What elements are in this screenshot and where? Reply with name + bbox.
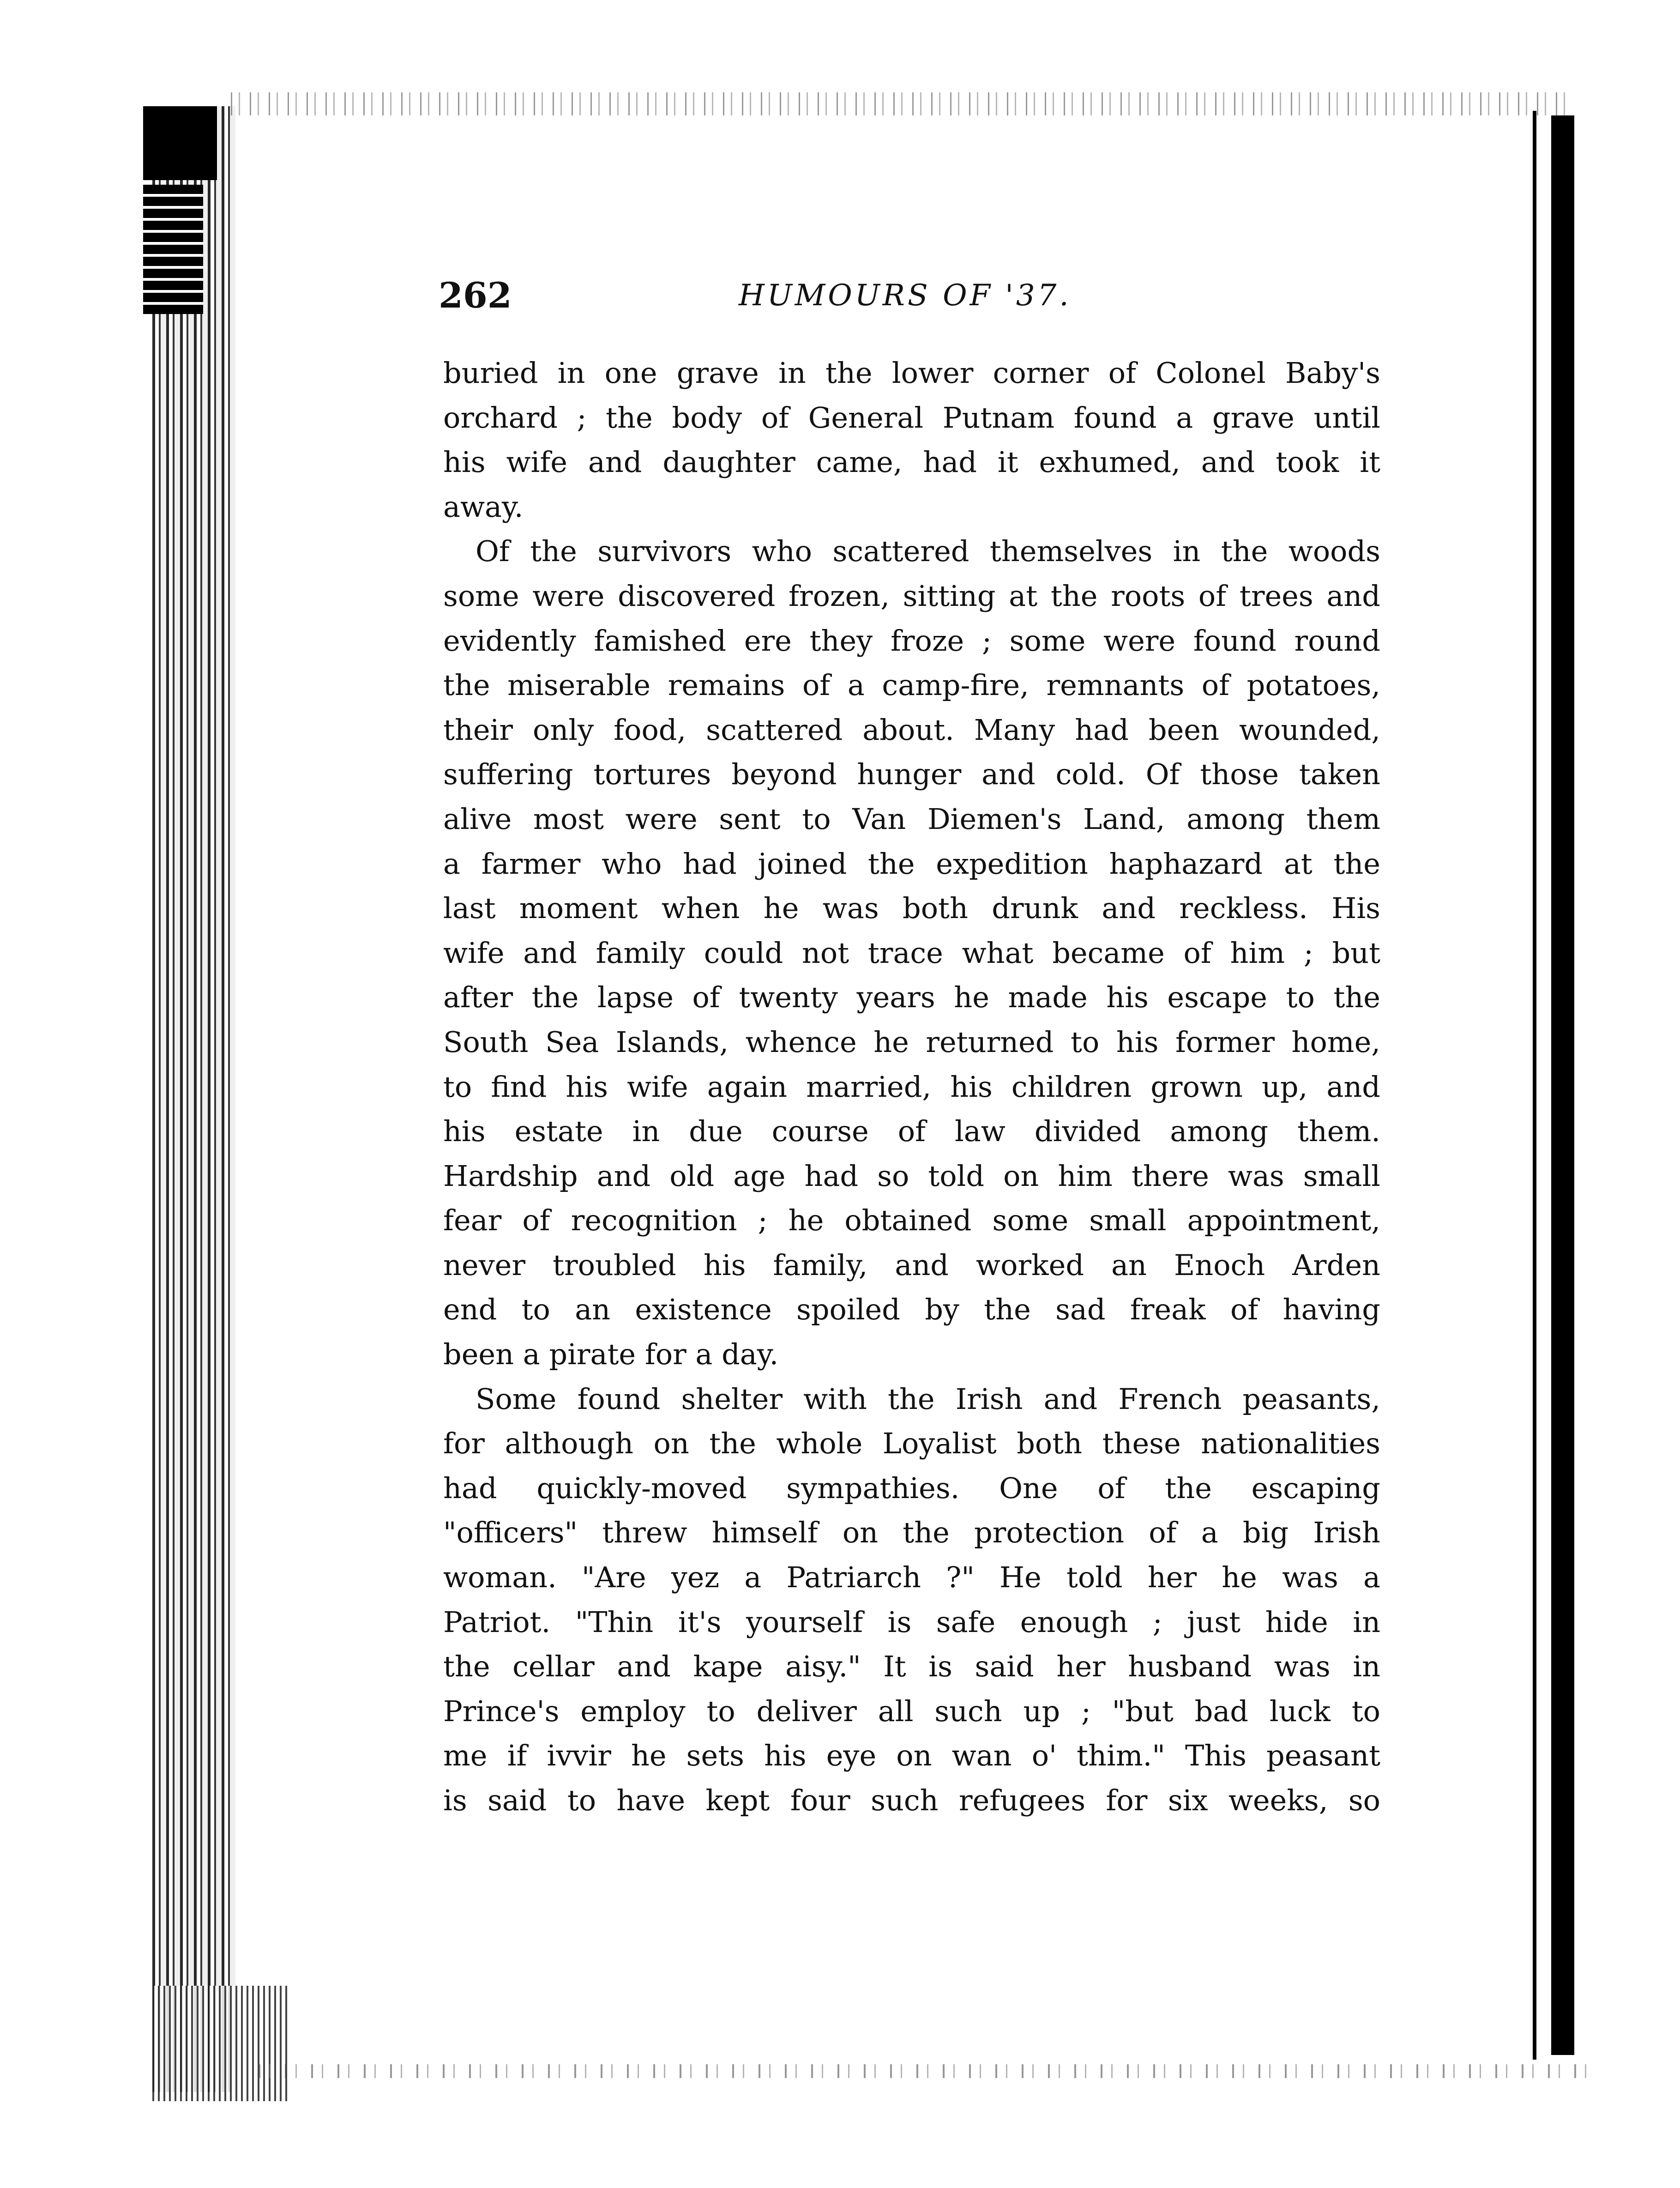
- text-line: suffering tortures beyond hunger and cold. Of those taken: [443, 757, 1380, 792]
- text-line: last moment when he was both drunk and reckless. His: [443, 891, 1380, 925]
- text-line: Patriot. "Thin it's yourself is safe enough ; just hide in: [443, 1605, 1380, 1639]
- text-line: Hardship and old age had so told on him there was small: [443, 1159, 1380, 1193]
- scan-bottom-edge: [259, 2064, 1597, 2078]
- scan-top-edge: [231, 92, 1570, 115]
- text-line: the miserable remains of a camp-fire, remnants of potatoes,: [443, 668, 1380, 702]
- text-line: their only food, scattered about. Many had been wounded,: [443, 713, 1380, 747]
- page-number: 262: [439, 275, 512, 316]
- scan-left-bottom: [152, 1986, 291, 2101]
- page-header: [439, 270, 1376, 321]
- scan-left-edge: [152, 106, 235, 2092]
- scan-right-bar: [1551, 115, 1574, 2055]
- text-line: end to an existence spoiled by the sad freak of having: [443, 1293, 1380, 1327]
- scan-left-binding: [143, 185, 203, 314]
- running-head: HUMOURS OF '37.: [739, 278, 1072, 313]
- text-line: alive most were sent to Van Diemen's Land, among them: [443, 802, 1380, 836]
- text-line: Prince's employ to deliver all such up ; "but bad luck to: [443, 1694, 1380, 1728]
- text-line: the cellar and kape aisy." It is said her husband was in: [443, 1650, 1380, 1684]
- text-line: after the lapse of twenty years he made his escape to the: [443, 980, 1380, 1015]
- text-line: orchard ; the body of General Putnam found a grave until: [443, 400, 1380, 435]
- text-line: woman. "Are yez a Patriarch ?" He told her he was a: [443, 1560, 1380, 1595]
- text-line: is said to have kept four such refugees for six weeks, so: [443, 1783, 1380, 1817]
- text-line: had quickly-moved sympathies. One of the escaping: [443, 1471, 1380, 1505]
- text-line: fear of recognition ; he obtained some small appointment,: [443, 1203, 1380, 1238]
- text-line: evidently famished ere they froze ; some were found round: [443, 623, 1380, 658]
- text-line: away.: [443, 490, 524, 524]
- text-line: been a pirate for a day.: [443, 1337, 779, 1372]
- text-line: his estate in due course of law divided among them.: [443, 1114, 1380, 1148]
- text-line: buried in one grave in the lower corner of Colonel Baby's: [443, 356, 1380, 390]
- text-line: for although on the whole Loyalist both these nationalities: [443, 1426, 1380, 1461]
- text-line: to find his wife again married, his children grown up, and: [443, 1070, 1380, 1104]
- text-line: wife and family could not trace what became of him ; but: [443, 936, 1380, 970]
- body-text: [443, 351, 1380, 1823]
- text-line: "officers" threw himself on the protection of a big Irish: [443, 1516, 1380, 1550]
- text-line: South Sea Islands, whence he returned to his former home,: [443, 1025, 1380, 1059]
- text-line: his wife and daughter came, had it exhumed, and took it: [443, 445, 1380, 479]
- text-line: Some found shelter with the Irish and French peasants,: [476, 1382, 1380, 1416]
- text-line: Of the survivors who scattered themselves in the woods: [476, 534, 1380, 568]
- scan-right-line: [1533, 111, 1536, 2060]
- text-line: a farmer who had joined the expedition haphazard at the: [443, 846, 1380, 881]
- text-line: me if ivvir he sets his eye on wan o' thim." This peasant: [443, 1739, 1380, 1773]
- text-line: some were discovered frozen, sitting at the roots of trees and: [443, 579, 1380, 613]
- text-line: never troubled his family, and worked an Enoch Arden: [443, 1248, 1380, 1282]
- scan-left-corner: [143, 106, 217, 180]
